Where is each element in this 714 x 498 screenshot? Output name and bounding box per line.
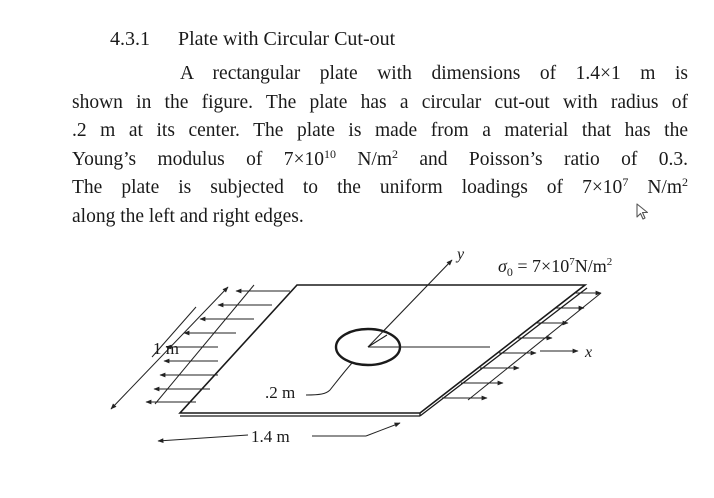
paragraph-line-2: shown in the figure. The plate has a circular cut-out with radius of (72, 91, 688, 113)
width-label: 1.4 m (251, 427, 290, 446)
load-exponent: 7 (569, 256, 575, 268)
radius-label: .2 m (265, 383, 296, 402)
load-unit-exponent: 2 (606, 256, 613, 268)
x-axis-label: x (585, 344, 593, 361)
loading-exponent: 7 (622, 175, 629, 189)
youngs-unit-exponent: 2 (392, 146, 399, 161)
loading-unit-exponent: 2 (682, 175, 688, 189)
sigma-subscript: 0 (506, 265, 513, 279)
section-title: Plate with Circular Cut-out (178, 28, 396, 50)
paragraph-line-1: A rectangular plate with dimensions of 1.4×1 m is (180, 63, 688, 84)
load-unit: N/m (574, 256, 607, 276)
youngs-modulus-text: Young’s modulus of 7×10 (72, 148, 324, 170)
youngs-exponent: 10 (323, 146, 336, 161)
poisson-text: and Poisson’s ratio of 0.3. (398, 148, 688, 170)
y-axis-label: y (457, 246, 465, 263)
load-value: = 7×10 (512, 256, 570, 276)
loading-unit: N/m (628, 177, 682, 198)
sigma-symbol: σ (498, 256, 507, 276)
paragraph-line-6: along the left and right edges. (72, 205, 304, 227)
load-label (498, 256, 612, 279)
paragraph-line-3: .2 m at its center. The plate is made from a material that has the (72, 120, 688, 141)
height-label: 1 m (153, 339, 179, 358)
youngs-unit: N/m (335, 148, 393, 170)
section-number: 4.3.1 (110, 28, 150, 50)
loading-text: The plate is subjected to the uniform loadings of 7×10 (72, 177, 623, 198)
